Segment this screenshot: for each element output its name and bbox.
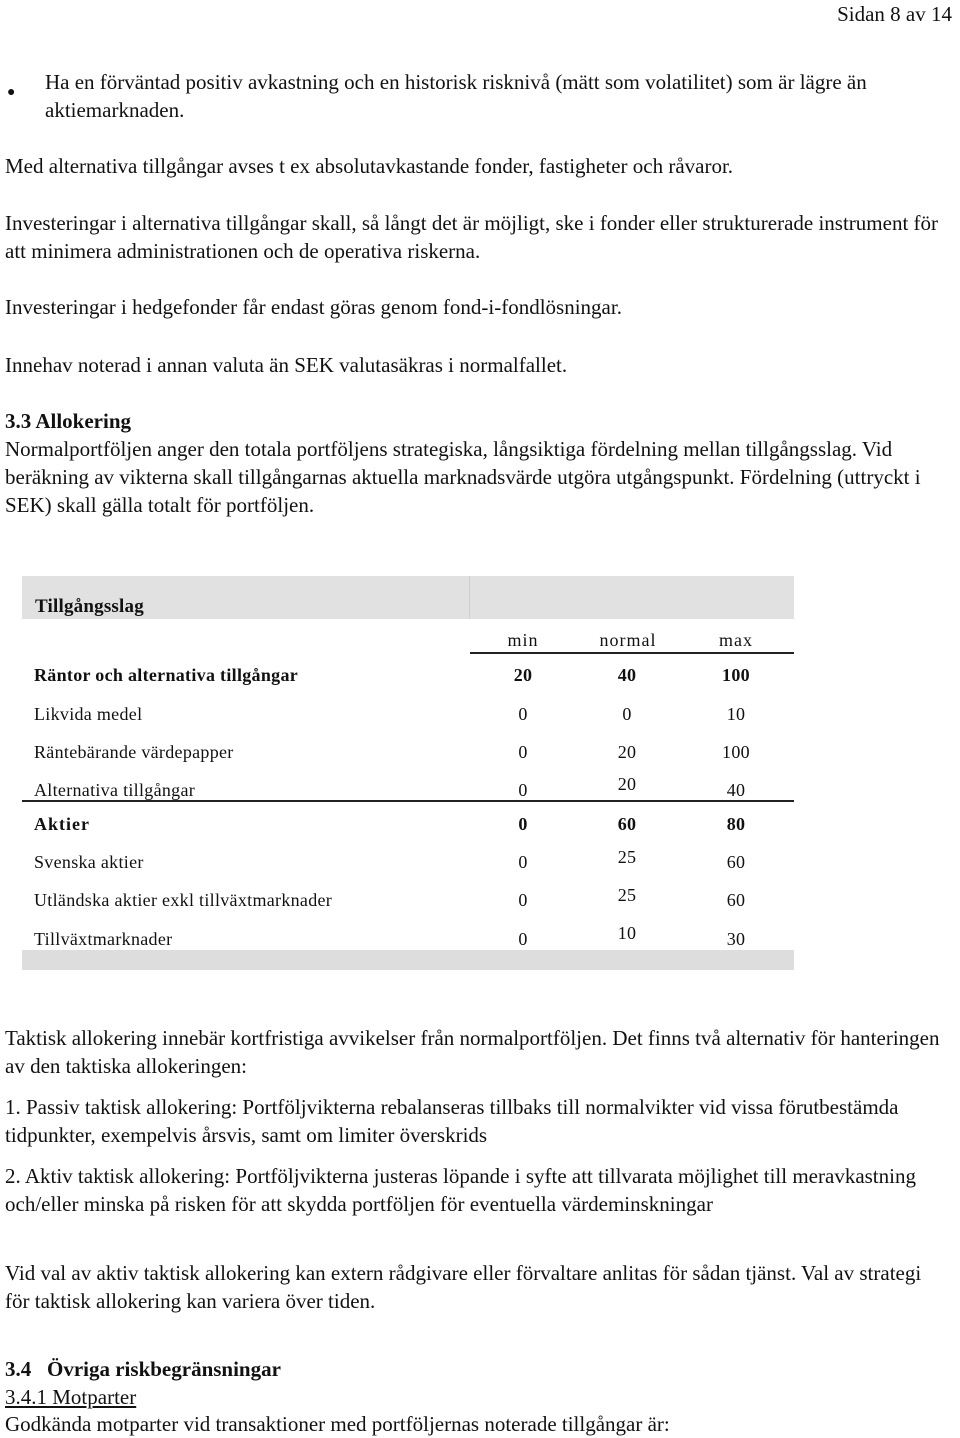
row-max: 60 [726, 852, 746, 872]
col-header-min: min [507, 630, 539, 650]
row-min: 0 [518, 704, 528, 724]
row-min: 0 [518, 814, 528, 834]
col-header-max: max [719, 630, 753, 650]
row-normal: 25 [617, 885, 637, 905]
row-normal: 0 [622, 704, 632, 724]
row-max: 10 [726, 704, 746, 724]
row-max: 40 [726, 780, 746, 800]
section-heading-allokering: 3.3 Allokering [5, 409, 132, 433]
col-header-normal: normal [599, 630, 657, 650]
row-label: Likvida medel [34, 704, 143, 724]
row-min: 0 [518, 780, 528, 800]
table-footer-band [22, 950, 794, 970]
row-normal: 20 [617, 742, 637, 762]
paragraph-hedgefunds: Investeringar i hedgefonder får endast göras genom fond-i-fondlösningar. [5, 295, 622, 319]
row-label: Utländska aktier exkl tillväxtmarknader [34, 890, 333, 910]
row-max: 100 [722, 665, 750, 685]
row-min: 0 [518, 890, 528, 910]
paragraph-currency: Innehav noterad i annan valuta än SEK valutasäkras i normalfallet. [5, 353, 568, 377]
bullet-text: Ha en förväntad positiv avkastning och en historisk risknivå (mätt som volatilitet) som är lägre än aktiemarknaden. [45, 70, 867, 122]
row-min: 20 [513, 665, 533, 685]
row-label: Tillväxtmarknader [34, 929, 173, 949]
row-max: 30 [726, 929, 746, 949]
section-heading-riskbegransningar: 3.4 Övriga riskbegränsningar [5, 1357, 281, 1381]
row-label: Svenska aktier [34, 852, 144, 872]
subsection-heading-motparter: 3.4.1 Motparter [5, 1385, 137, 1409]
tactical-outro: Vid val av aktiv taktisk allokering kan extern rådgivare eller förvaltare anlitas för sådan tjänst. Val av strategi för taktisk allokering kan variera över tiden. [5, 1261, 922, 1313]
row-max: 80 [726, 814, 746, 834]
row-min: 0 [518, 742, 528, 762]
row-label: Aktier [34, 814, 90, 834]
row-min: 0 [518, 852, 528, 872]
header-rule [470, 652, 794, 654]
row-normal: 10 [617, 923, 637, 943]
table-title: Tillgångsslag [35, 596, 144, 617]
row-max: 100 [722, 742, 750, 762]
tactical-item-passive: 1. Passiv taktisk allokering: Portföljvikterna rebalanseras tillbaks till normalvikter vid vissa förutbestämda tidpunkter, exempelvis årsvis, samt om limiter överskrids [5, 1095, 899, 1147]
paragraph-alternative-assets: Med alternativa tillgångar avses t ex absolutavkastande fonder, fastigheter och råvaror. [5, 154, 734, 178]
page-number: Sidan 8 av 14 [837, 2, 952, 26]
paragraph-investments: Investeringar i alternativa tillgångar skall, så långt det är möjligt, ske i fonder eller strukturerade instrument för att minimera administrationen och de operativa riskerna. [5, 211, 939, 263]
row-max: 60 [726, 890, 746, 910]
bullet-icon: ● [7, 85, 16, 100]
tactical-intro: Taktisk allokering innebär kortfristiga avvikelser från normalportföljen. Det finns två alternativ för hanteringen av den taktiska allokeringen: [5, 1026, 940, 1078]
row-label: Räntor och alternativa tillgångar [34, 665, 299, 685]
row-normal: 25 [617, 847, 637, 867]
section-body-allokering: Normalportföljen anger den totala portföljens strategiska, långsiktiga fördelning mellan tillgångsslag. Vid beräkning av vikterna skall tillgångarnas aktuella marknadsvärde utgöra utgångspunkt. Fördelning (uttryckt i SEK) skall gälla totalt för portföljen. [5, 437, 921, 517]
row-min: 0 [518, 929, 528, 949]
section-body-motparter: Godkända motparter vid transaktioner med portföljernas noterade tillgångar är: [5, 1412, 670, 1436]
row-normal: 20 [617, 774, 637, 794]
row-label: Räntebärande värdepapper [34, 742, 234, 762]
row-normal: 40 [617, 665, 637, 685]
row-normal: 60 [617, 814, 637, 834]
group-rule [22, 800, 794, 802]
row-label: Alternativa tillgångar [34, 780, 196, 800]
tactical-item-active: 2. Aktiv taktisk allokering: Portföljvikterna justeras löpande i syfte att tillvarata möjlighet till meravkastning och/eller minska på risken för att skydda portföljen för eventuella värdeminskningar [5, 1164, 916, 1216]
table-header-divider [469, 576, 470, 619]
